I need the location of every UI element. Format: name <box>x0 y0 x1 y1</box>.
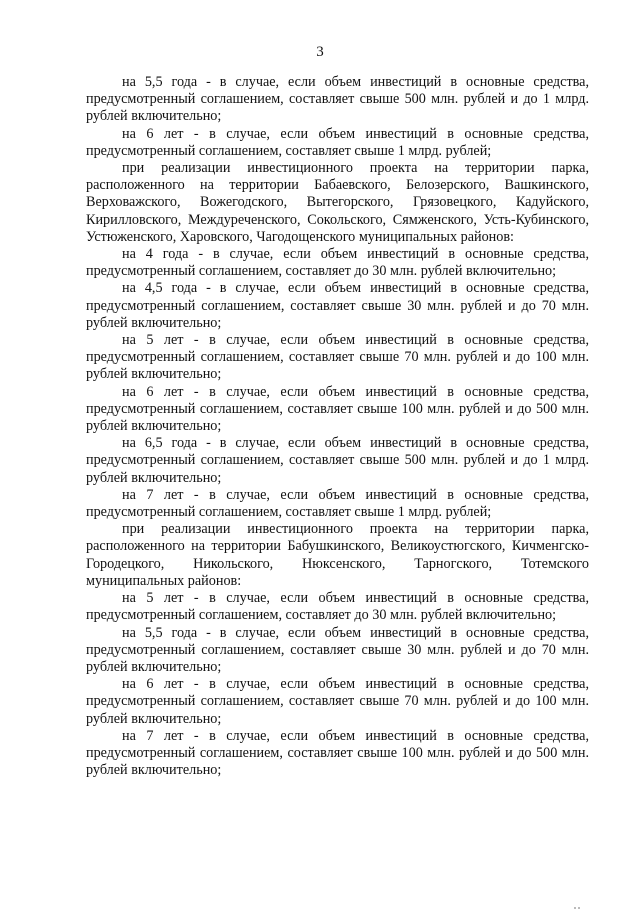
paragraph: при реализации инвестиционного проекта на территории парка, расположенного на территории Бабушкинского, Великоустюгского, Кичменгско-Городецкого, Никольского, Нюксенского, Тарногского, Тотемского муниципальных районов: <box>86 521 589 589</box>
scan-artifact <box>574 896 588 899</box>
paragraph: на 7 лет - в случае, если объем инвестиций в основные средства, предусмотренный соглашением, составляет свыше 1 млрд. рублей; <box>86 486 589 521</box>
paragraph: на 6 лет - в случае, если объем инвестиций в основные средства, предусмотренный соглашением, составляет свыше 70 млн. рублей и до 100 млн. рублей включительно; <box>86 676 589 727</box>
paragraph: на 6 лет - в случае, если объем инвестиций в основные средства, предусмотренный соглашением, составляет свыше 100 млн. рублей и до 500 млн. рублей включительно; <box>86 383 589 435</box>
paragraph: на 6 лет - в случае, если объем инвестиций в основные средства, предусмотренный соглашением, составляет свыше 1 млрд. рублей; <box>86 125 589 159</box>
paragraph: на 4 года - в случае, если объем инвестиций в основные средства, предусмотренный соглашением, составляет до 30 млн. рублей включительно; <box>86 246 589 280</box>
paragraph: на 5,5 года - в случае, если объем инвестиций в основные средства, предусмотренный соглашением, составляет свыше 500 млн. рублей и до 1 млрд. рублей включительно; <box>86 74 589 125</box>
paragraph: на 5 лет - в случае, если объем инвестиций в основные средства, предусмотренный соглашением, составляет до 30 млн. рублей включительно; <box>86 590 589 624</box>
paragraph: при реализации инвестиционного проекта на территории парка, расположенного на территории Бабаевского, Белозерского, Вашкинского, Верховажского, Вожегодского, Вытегорского, Грязовецкого, Кадуйского, Кирилловского, Междуреченского, Сокольского, Сямженского, Усть-Кубинского, Устюженского, Харовского, Чагодощенского муниципальных районов: <box>86 160 589 245</box>
document-body <box>86 74 589 779</box>
page-number: 3 <box>316 44 324 60</box>
paragraph: на 4,5 года - в случае, если объем инвестиций в основные средства, предусмотренный соглашением, составляет свыше 30 млн. рублей и до 70 млн. рублей включительно; <box>86 280 589 331</box>
paragraph: на 5 лет - в случае, если объем инвестиций в основные средства, предусмотренный соглашением, составляет свыше 70 млн. рублей и до 100 млн. рублей включительно; <box>86 332 589 383</box>
paragraph: на 5,5 года - в случае, если объем инвестиций в основные средства, предусмотренный соглашением, составляет свыше 30 млн. рублей и до 70 млн. рублей включительно; <box>86 624 589 675</box>
paragraph: на 7 лет - в случае, если объем инвестиций в основные средства, предусмотренный соглашением, составляет свыше 100 млн. рублей и до 500 млн. рублей включительно; <box>86 727 589 779</box>
paragraph: на 6,5 года - в случае, если объем инвестиций в основные средства, предусмотренный соглашением, составляет свыше 500 млн. рублей и до 1 млрд. рублей включительно; <box>86 435 589 486</box>
